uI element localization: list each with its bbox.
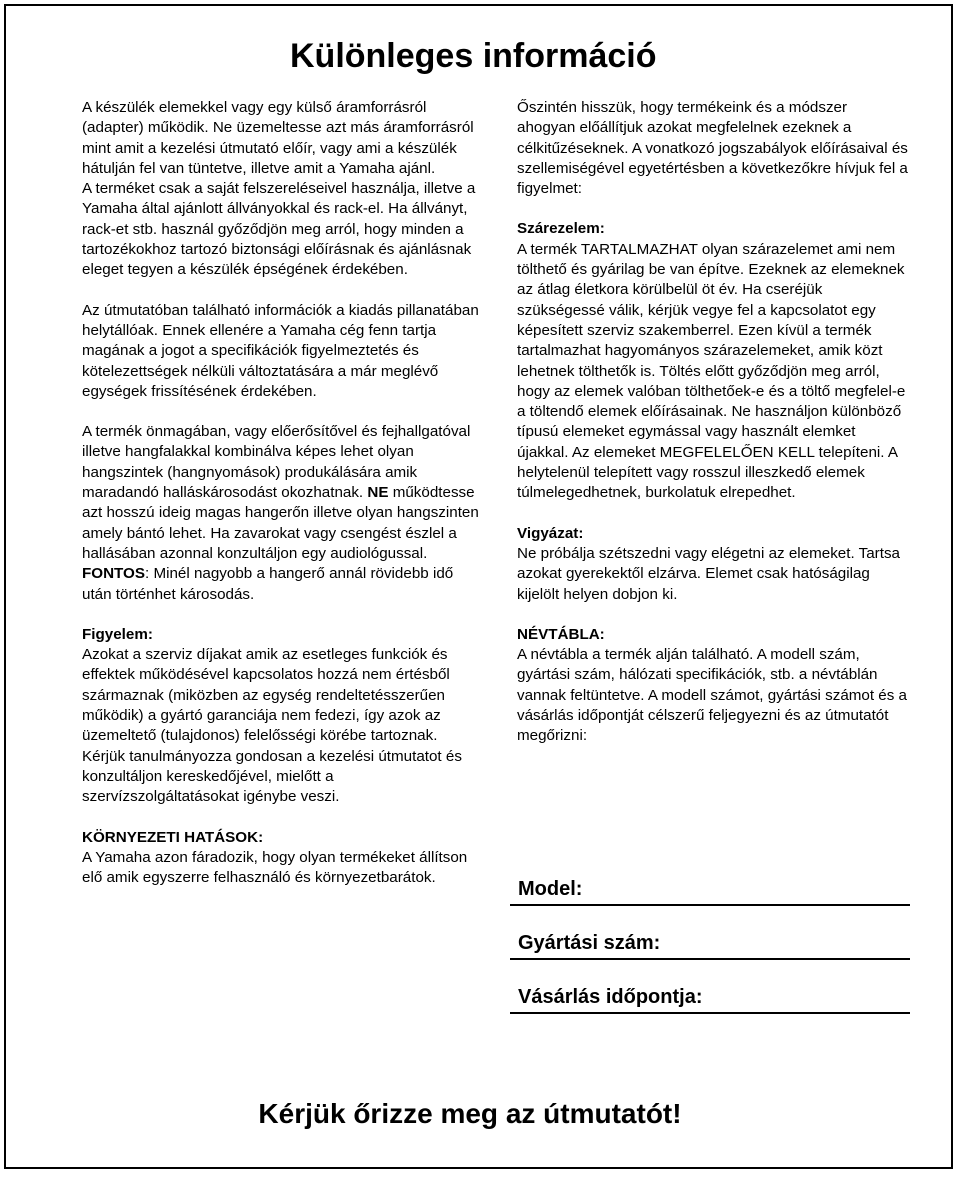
accessories-paragraph: A terméket csak a saját felszereléseivel használja, illetve a Yamaha által ajánlott állványokkal és rack-el. Ha állványt, rack-et stb. használ győződjön meg arról, hogy minden a tartozékokhoz tartozó biztonsági előírásnak és ajánlásnak eleget tegyen a készülék épségének érdekében. <box>82 180 476 279</box>
model-record-line <box>510 870 910 906</box>
left-column <box>82 98 482 888</box>
warning-heading: Vigyázat: <box>517 524 584 542</box>
environment-heading: KÖRNYEZETI HATÁSOK: <box>82 828 264 846</box>
footer-notice: Kérjük őrizze meg az útmutatót! <box>258 1098 682 1129</box>
figyelem-text: Azokat a szerviz díjakat amik az esetleges funkciók és effektek működésével kapcsolatos hozzá nem értésből származnak (miközben az egység rendeltetésszerűen működik) a gyártó garanciája nem fedezi, így azok az üzemeltető (tulajdonos) felelősségi körébe tartoznak. Kérjük tanulmányozza gondosan a kezelési útmutatot és konzultáljon kereskedőjével, mielőtt a szervízszolgáltatásokat igénybe veszi. <box>82 646 462 806</box>
intro-paragraph: Őszintén hisszük, hogy termékeink és a módszer ahogyan előállítjuk azokat megfelelnek ezeknek a célkitűzéseknek. A vonatkozó jogszabályok előírásaival és szellemiségével egyetértésben a következőkre hívjuk fel a figyelmet: <box>517 99 908 198</box>
serial-label: Gyártási szám: <box>518 932 661 954</box>
fontos-emphasis: FONTOS <box>82 565 146 583</box>
ne-emphasis: NE <box>367 484 389 502</box>
nameplate-text: A névtábla a termék alján található. A modell szám, gyártási szám, hálózati specifikációk, stb. a névtáblán vannak feltüntetve. A modell számot, gyártási számot és a vásárlás időpontját célszerű feljegyezni és az útmutatót megőrizni: <box>517 646 908 745</box>
nameplate-heading: NÉVTÁBLA: <box>517 625 605 643</box>
page-title: Különleges információ <box>290 37 657 75</box>
specifications-paragraph: Az útmutatóban található információk a kiadás pillanatában helytállóak. Ennek ellenére a Yamaha cég fenn tartja magának a jogot a specifikációk figyelmeztetés és kötelezettségek nélküli változtatására a már meglévő egységek frissítésének érdekében. <box>82 301 479 400</box>
purchase-date-record-line <box>510 978 910 1014</box>
serial-record-line <box>510 924 910 960</box>
purchase-date-label: Vásárlás időpontja: <box>518 986 703 1008</box>
battery-text: A termék TARTALMAZHAT olyan szárazelemet ami nem tölthető és gyárilag be van építve. Ezeknek az elemeknek az átlag életkora körülbelül öt év. Ha cseréjük szükségessé válik, kérjük vegye fel a kapcsolatot egy képesített szerviz szakemberrel. Ezen kívül a termék tartalmazhat hagyományos szárazelemeket, amik közt lehetnek tölthetők is. Töltés előtt győződjön meg arról, hogy az elemek valóban tölthetőek-e és a töltő megfelel-e a töltendő elemek előírásainak. Ne használjon különböző típusú elemeket egymással vagy használt elemket újakkal. Az elemeket MEGFELELŐEN KELL telepíteni. A helytelenül telepített vagy rosszul illeszkedő elemek túlmelegedhetnek, burkolatuk elrepedhet. <box>517 240 906 502</box>
warning-text: Ne próbálja szétszedni vagy elégetni az elemeket. Tartsa azokat gyerekektől elzárva. Elemet csak hatóságilag kijelölt helyen dobjon ki. <box>517 544 900 603</box>
power-source-paragraph: A készülék elemekkel vagy egy külső áramforrásról (adapter) működik. Ne üzemeltesse azt más áramforrásról mint amit a kezelési útmutató előír, vagy ami a készülék hátulján fel van tüntetve, illetve amit a Yamaha ajánl. <box>82 99 474 177</box>
figyelem-heading: Figyelem: <box>82 625 153 643</box>
environment-text: A Yamaha azon fáradozik, hogy olyan termékeket állítson elő amik egyszerre felhasználó és környezetbarátok. <box>82 848 468 887</box>
battery-heading: Szárezelem: <box>517 220 605 238</box>
model-label: Model: <box>518 878 583 900</box>
hearing-warning-paragraph: A termék önmagában, vagy előerősítővel és fejhallgatóval illetve hangfalakkal kombinálva képes lehet olyan hangszintek (hangnyomások) produkálására amik maradandó halláskárosodást okozhatnak. NE működtesse azt hosszú ideig magas hangerőn illetve olyan hangszinten amely bántó lehet. Ha zavarokat vagy csengést észlel a hallásában azonnal konzultáljon egy audiológussal. FONTOS: Minél nagyobb a hangerő annál rövidebb idő után történhet károsodás. <box>82 423 479 603</box>
right-column <box>517 98 909 747</box>
